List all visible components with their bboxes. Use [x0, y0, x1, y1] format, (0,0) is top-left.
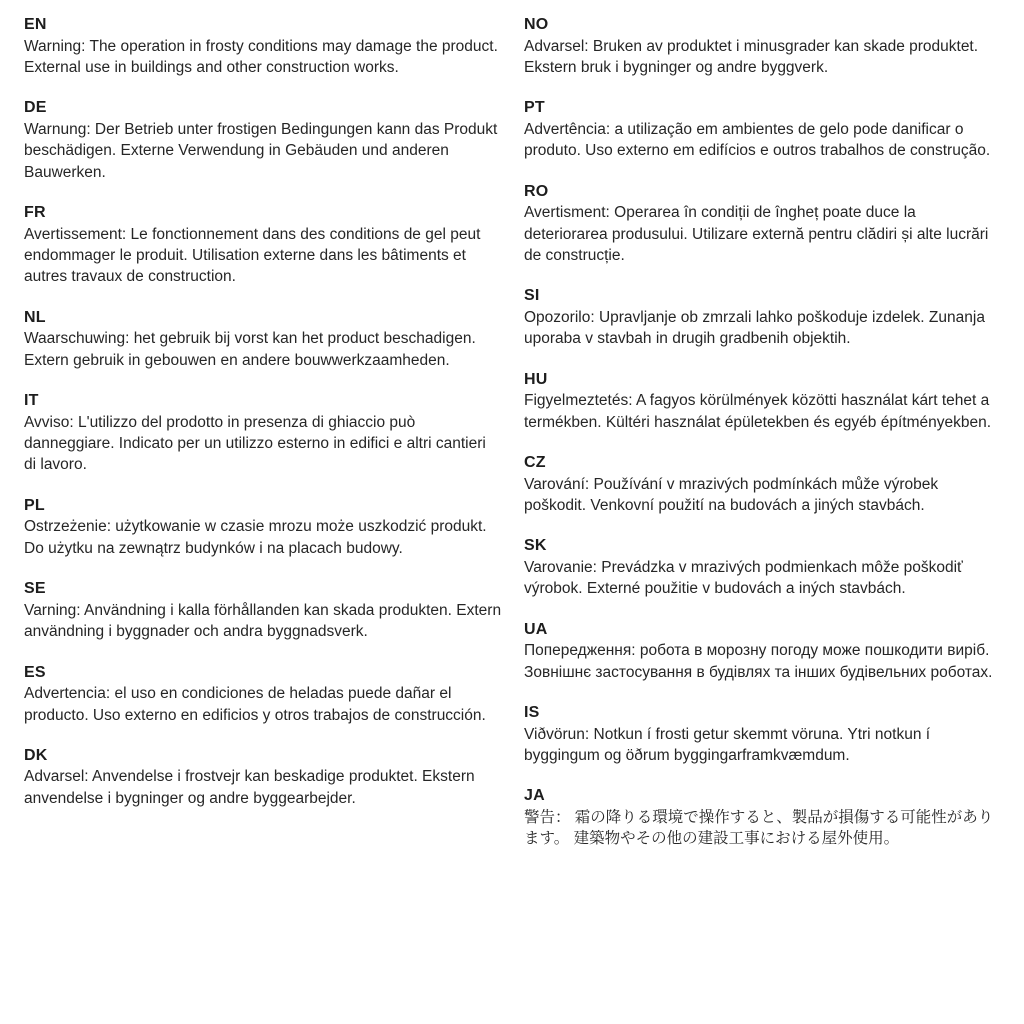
- lang-code-ua: UA: [524, 620, 548, 638]
- lang-code-fr: FR: [24, 204, 46, 222]
- lang-code-es: ES: [24, 663, 46, 681]
- lang-section-si: [524, 285, 1002, 349]
- lang-section-se: [24, 578, 502, 642]
- lang-code-sk: SK: [524, 537, 547, 555]
- warning-text-dk: Advarsel: Anvendelse i frostvejr kan beskadige produktet. Ekstern anvendelse i bygninger og andre byggearbejder.: [24, 768, 475, 807]
- lang-code-ro: RO: [524, 182, 549, 200]
- warning-text-it: Avviso: L'utilizzo del prodotto in presenza di ghiaccio può danneggiare. Indicato per un utilizzo esterno in edifici e altri cantieri di lavoro.: [24, 413, 486, 474]
- lang-section-es: [24, 662, 502, 726]
- lang-section-ua: [524, 619, 1002, 683]
- lang-code-no: NO: [524, 16, 549, 33]
- lang-code-cz: CZ: [524, 454, 546, 472]
- lang-section-hu: [524, 369, 1002, 433]
- lang-section-de: [24, 97, 502, 183]
- lang-code-pt: PT: [524, 99, 545, 117]
- warning-text-pl: Ostrzeżenie: użytkowanie w czasie mrozu może uszkodzić produkt. Do użytku na zewnątrz budynków i na placach budowy.: [24, 518, 487, 557]
- lang-section-nl: [24, 307, 502, 371]
- left-column: [24, 14, 502, 1014]
- warning-text-ja: 警告： 霜の降りる環境で操作すると、製品が損傷する可能性があります。 建築物やその他の建設工事における屋外使用。: [524, 809, 994, 848]
- warning-text-ua: Попередження: робота в морозну погоду може пошкодити виріб. Зовнішнє застосування в будівлях та інших будівельних роботах.: [524, 642, 993, 681]
- lang-section-sk: [524, 535, 1002, 599]
- warning-text-is: Viðvörun: Notkun í frosti getur skemmt vöruna. Ytri notkun í byggingum og öðrum byggingarframkvæmdum.: [524, 725, 931, 765]
- lang-section-ro: [524, 181, 1002, 267]
- warning-text-cz: Varování: Používání v mrazivých podmínkách může výrobek poškodit. Venkovní použití na budovách a jiných stavbách.: [524, 475, 939, 515]
- lang-code-is: IS: [524, 704, 540, 722]
- lang-section-dk: [24, 745, 502, 809]
- warning-text-fr: Avertissement: Le fonctionnement dans des conditions de gel peut endommager le produit. Utilisation externe dans les bâtiments et autres travaux de construction.: [24, 225, 481, 286]
- lang-code-nl: NL: [24, 308, 46, 326]
- warning-text-no: Advarsel: Bruken av produktet i minusgrader kan skade produktet. Ekstern bruk i bygninger og andre byggverk.: [524, 37, 979, 76]
- lang-section-is: [524, 702, 1002, 766]
- lang-code-si: SI: [524, 287, 540, 305]
- lang-code-hu: HU: [524, 370, 548, 388]
- lang-code-it: IT: [24, 392, 39, 410]
- lang-section-fr: [24, 202, 502, 288]
- lang-section-pt: [524, 97, 1002, 161]
- warning-text-es: Advertencia: el uso en condiciones de heladas puede dañar el producto. Uso externo en edificios y otros trabajos de construcción.: [24, 685, 486, 724]
- right-column: [524, 14, 1002, 1014]
- lang-section-cz: [524, 452, 1002, 516]
- lang-code-se: SE: [24, 580, 46, 598]
- lang-section-it: [24, 390, 502, 476]
- warning-text-se: Varning: Användning i kalla förhållanden kan skada produkten. Extern användning i byggnader och andra byggnadsverk.: [24, 601, 502, 641]
- lang-section-ja: [524, 785, 1002, 849]
- warning-text-pt: Advertência: a utilização em ambientes de gelo pode danificar o produto. Uso externo em edifícios e outros trabalhos de construção.: [524, 120, 991, 160]
- lang-section-en: [24, 14, 502, 78]
- lang-section-pl: [24, 495, 502, 559]
- lang-code-pl: PL: [24, 496, 45, 514]
- lang-code-en: EN: [24, 16, 47, 33]
- warning-text-de: Warnung: Der Betrieb unter frostigen Bedingungen kann das Produkt beschädigen. Externe Verwendung in Gebäuden und anderen Bauwerken.: [24, 120, 498, 181]
- warning-text-sk: Varovanie: Prevádzka v mrazivých podmienkach môže poškodiť výrobok. Externé použitie v budovách a iných stavbách.: [524, 559, 963, 598]
- warning-text-nl: Waarschuwing: het gebruik bij vorst kan het product beschadigen. Extern gebruik in gebouwen en andere bouwwerkzaamheden.: [24, 330, 476, 369]
- lang-code-ja: JA: [524, 787, 545, 805]
- warning-text-si: Opozorilo: Upravljanje ob zmrzali lahko poškoduje izdelek. Zunanja uporaba v stavbah in drugih gradbenih objektih.: [524, 309, 985, 348]
- lang-code-de: DE: [24, 99, 47, 117]
- lang-section-no: [524, 14, 1002, 78]
- warning-text-en: Warning: The operation in frosty conditions may damage the product. External use in buildings and other construction works.: [24, 37, 498, 76]
- warning-text-ro: Avertisment: Operarea în condiții de îngheț poate duce la deteriorarea produsului. Utilizare externă pentru clădiri și alte lucrări de construcție.: [524, 204, 989, 265]
- warning-text-hu: Figyelmeztetés: A fagyos körülmények közötti használat kárt tehet a termékben. Kültéri használat épületekben és egyéb építményekben.: [524, 392, 992, 431]
- lang-code-dk: DK: [24, 746, 48, 764]
